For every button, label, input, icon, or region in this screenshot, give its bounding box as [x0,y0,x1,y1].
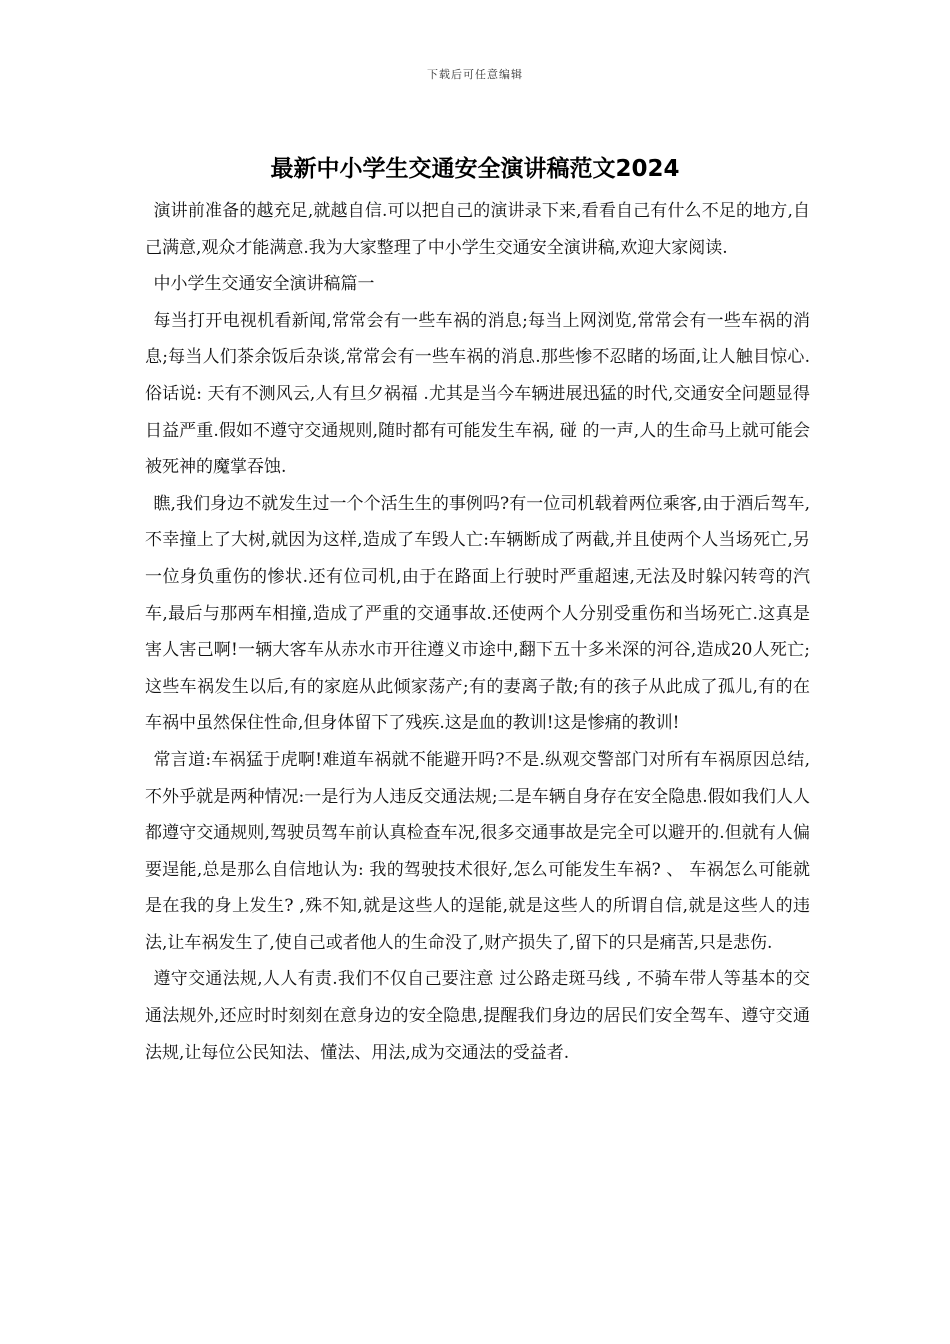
document-body [145,193,810,1071]
paragraph: 每当打开电视机看新闻,常常会有一些车祸的消息;每当上网浏览,常常会有一些车祸的消息;每当人们茶余饭后杂谈,常常会有一些车祸的消息.那些惨不忍睹的场面,让人触目惊心.俗话说: 天有不测风云,人有旦夕祸福 .尤其是当今车辆进展迅猛的时代,交通安全问题显得日益严重.假如不遵守交通规则,随时都有可能发生车祸, 碰 的一声,人的生命马上就可能会被死神的魔掌吞蚀. [145,310,810,478]
paragraph: 常言道:车祸猛于虎啊!难道车祸就不能避开吗?不是.纵观交警部门对所有车祸原因总结,不外乎就是两种情况:一是行为人违反交通法规;二是车辆自身存在安全隐患.假如我们人人都遵守交通规则,驾驶员驾车前认真检查车况,很多交通事故是完全可以避开的.但就有人偏要逞能,总是那么自信地认为: 我的驾驶技术很好,怎么可能发生车祸? 、 车祸怎么可能就是在我的身上发生? ,殊不知,就是这些人的逞能,就是这些人的所谓自信,就是这些人的违法,让车祸发生了,使自己或者他人的生命没了,财产损失了,留下的只是痛苦,只是悲伤. [145,749,810,953]
paragraph-intro: 演讲前准备的越充足,就越自信.可以把自己的演讲录下来,看看自己有什么不足的地方,自己满意,观众才能满意.我为大家整理了中小学生交通安全演讲稿,欢迎大家阅读. [145,201,810,258]
paragraph: 瞧,我们身边不就发生过一个个活生生的事例吗?有一位司机载着两位乘客,由于酒后驾车,不幸撞上了大树,就因为这样,造成了车毁人亡:车辆断成了两截,并且使两个人当场死亡,另一位身负重伤的惨状.还有位司机,由于在路面上行驶时严重超速,无法及时躲闪转弯的汽车,最后与那两车相撞,造成了严重的交通事故.还使两个人分别受重伤和当场死亡.这真是害人害己啊!一辆大客车从赤水市开往遵义市途中,翻下五十多米深的河谷,造成20人死亡;这些车祸发生以后,有的家庭从此倾家荡产;有的妻离子散;有的孩子从此成了孤儿,有的在车祸中虽然保住性命,但身体留下了残疾.这是血的教训!这是惨痛的教训! [145,493,810,734]
document-title: 最新中小学生交通安全演讲稿范文2024 [270,156,680,182]
paragraph: 遵守交通法规,人人有责.我们不仅自己要注意 过公路走斑马线 , 不骑车带人等基本的交通法规外,还应时时刻刻在意身边的安全隐患,提醒我们身边的居民们安全驾车、遵守交通法规,让每位公民知法、懂法、用法,成为交通法的受益者. [145,969,810,1063]
section-heading: 中小学生交通安全演讲稿篇一 [153,274,375,295]
page-header-note: 下载后可任意编辑 [427,68,523,81]
